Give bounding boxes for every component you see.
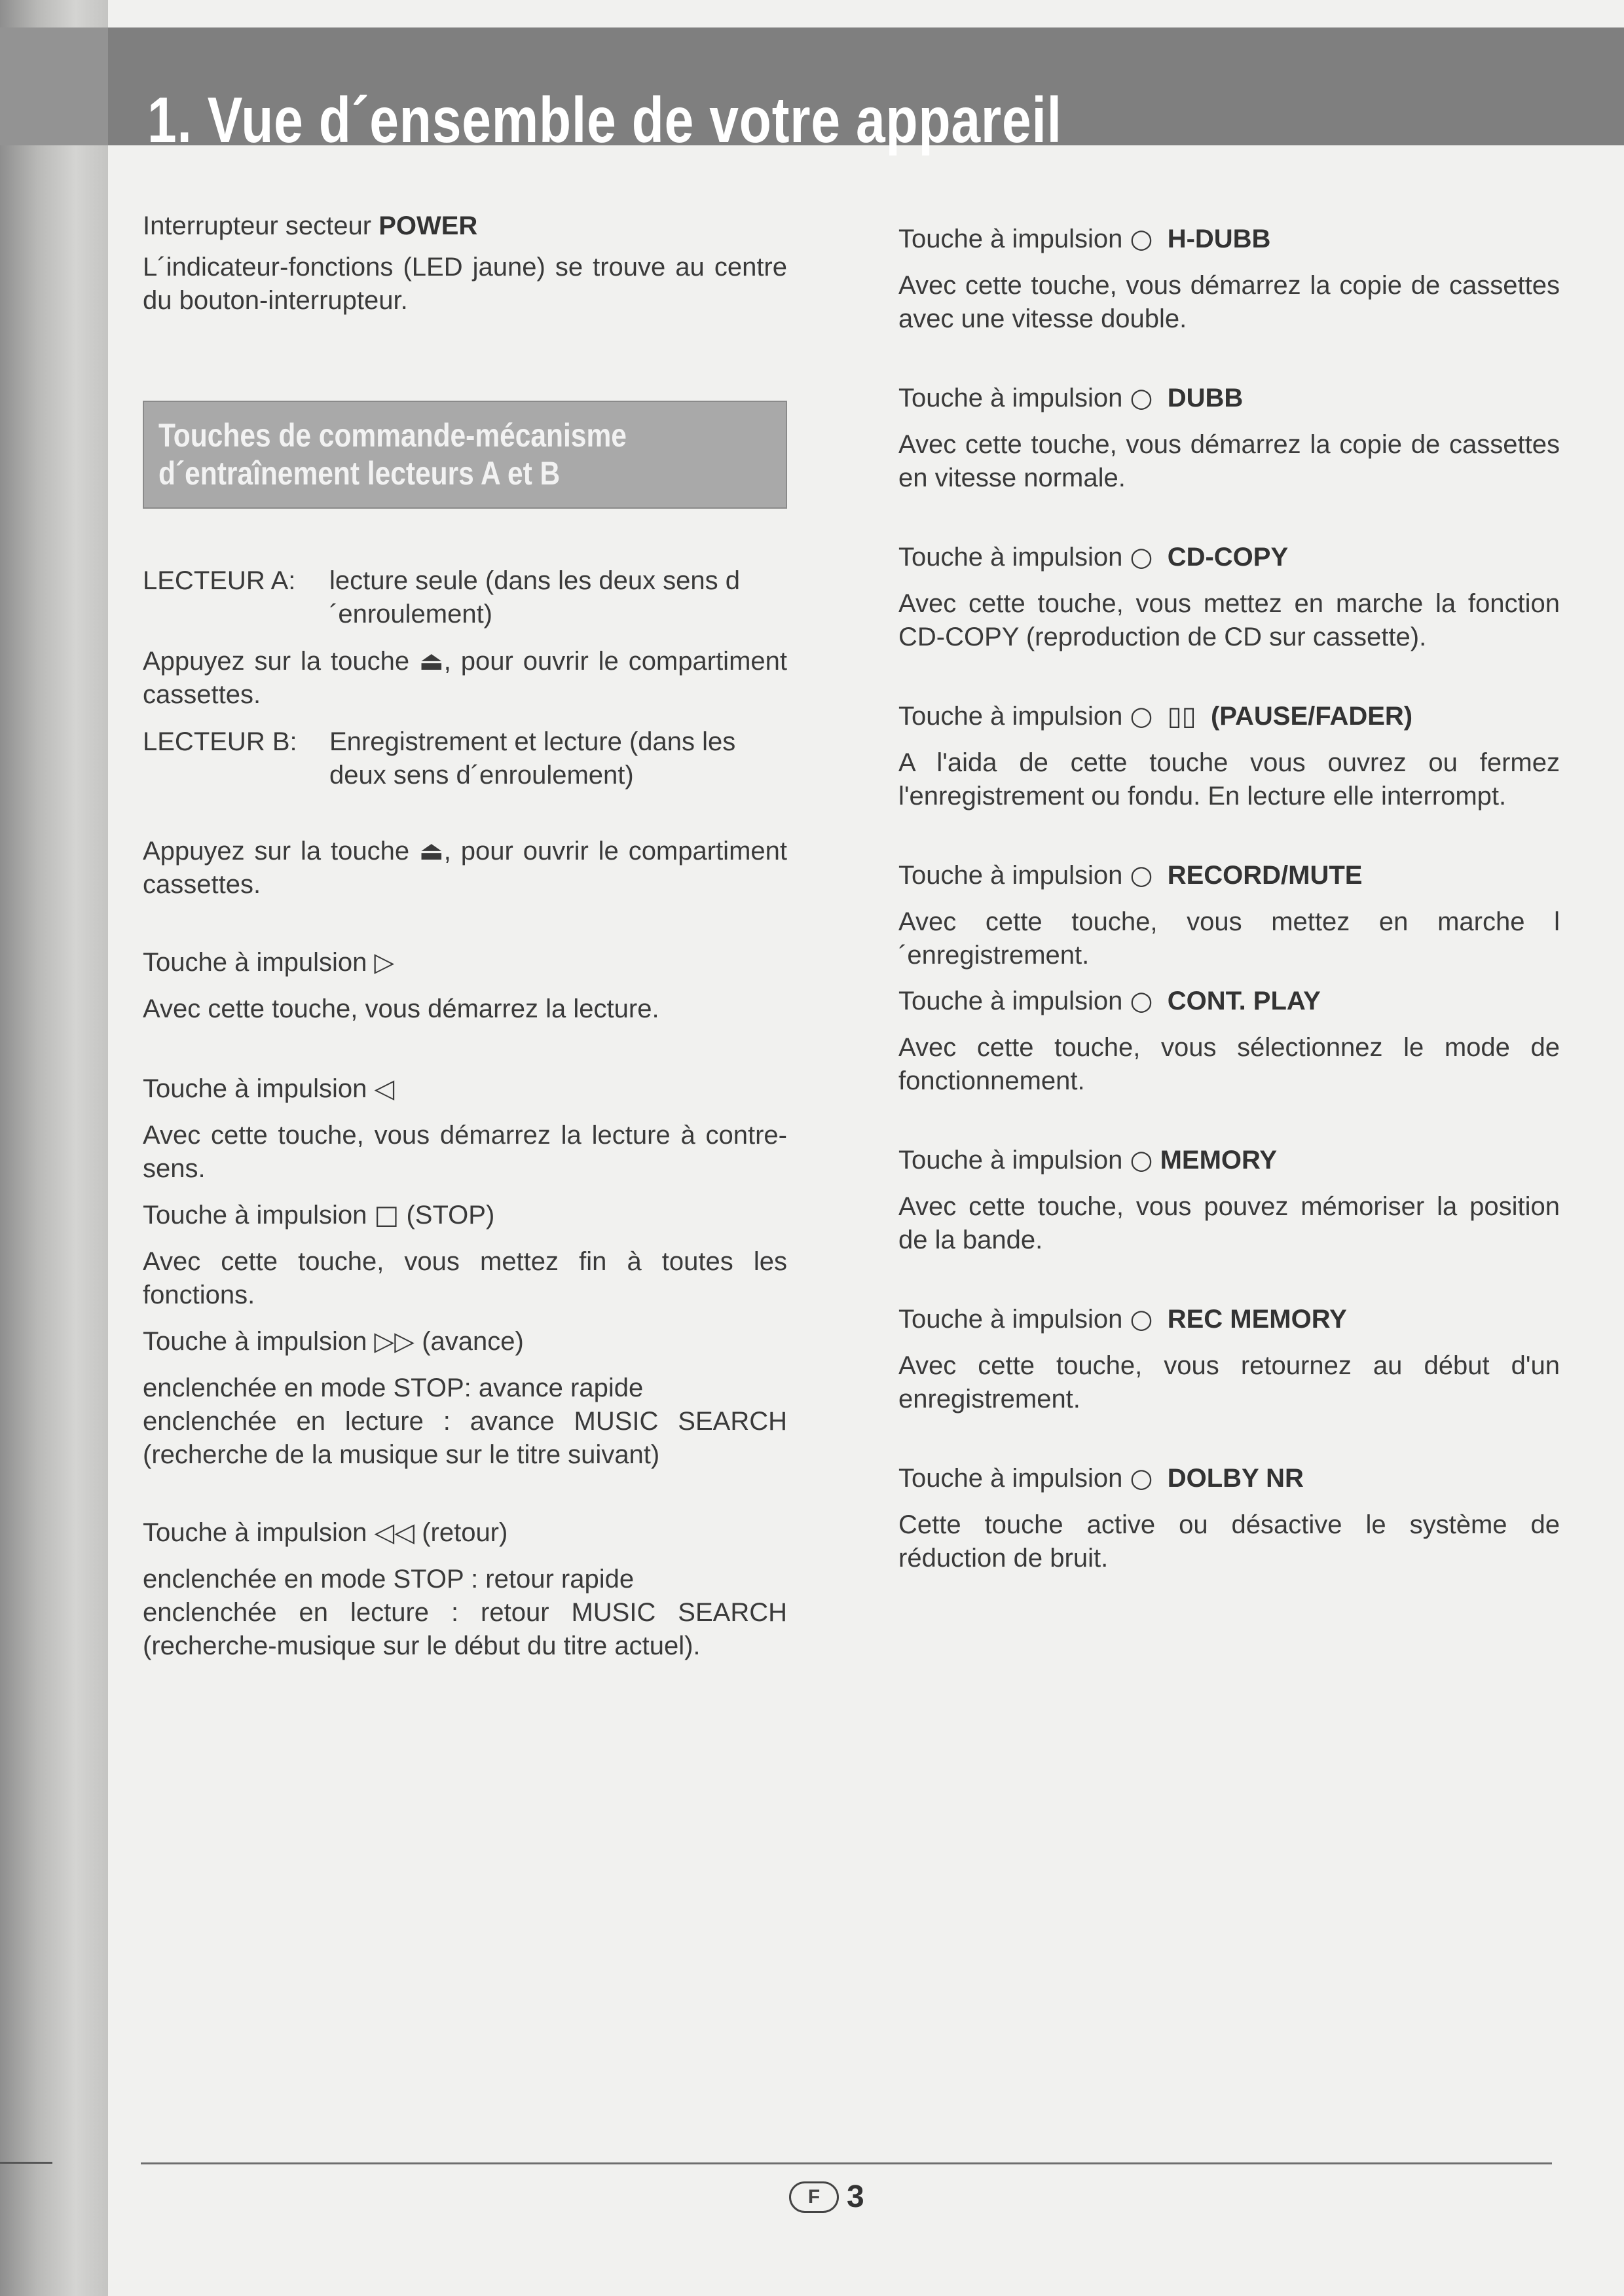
power-key: POWER — [378, 211, 478, 240]
rec-memory-key: REC MEMORY — [1167, 1305, 1347, 1334]
deck-a-text: lecture seule (dans les deux sens d´enroulement) — [329, 566, 741, 629]
title-bar — [108, 27, 1624, 156]
reverse-play-icon: ◁ — [374, 1074, 395, 1104]
circle-button-icon: ○ — [1130, 860, 1153, 890]
record-mute-key: RECORD/MUTE — [1167, 861, 1363, 890]
section-heading-line2: d´entraînement lecteurs A et B — [158, 455, 561, 492]
rewind-desc-2: enclenchée en lecture : retour MUSIC SEARCH (recherche-musique sur le début du titre actuel). — [143, 1598, 787, 1660]
dolby-nr-key: DOLBY NR — [1167, 1464, 1304, 1493]
dubb-item: Touche à impulsion ○ DUBB Avec cette touche, vous démarrez la copie de cassettes en vitesse normale. — [898, 382, 1560, 495]
h-dubb-desc: Avec cette touche, vous démarrez la copie de cassettes avec une vitesse double. — [898, 271, 1560, 333]
rec-memory-desc: Avec cette touche, vous retournez au début d'un enregistrement. — [898, 1351, 1560, 1413]
h-dubb-item: Touche à impulsion ○ H-DUBB Avec cette touche, vous démarrez la copie de cassettes avec une vitesse double. — [898, 223, 1560, 336]
record-mute-desc: Avec cette touche, vous mettez en marche l´enregistrement. — [898, 907, 1560, 970]
deck-b-text: Enregistrement et lecture (dans les deux sens d´enroulement) — [329, 727, 736, 790]
fast-forward-desc-1: enclenchée en mode STOP: avance rapide — [143, 1374, 644, 1402]
cont-play-desc: Avec cette touche, vous sélectionnez le mode de fonctionnement. — [898, 1033, 1560, 1095]
title-bar-left-stripe — [0, 27, 108, 145]
pause-fader-item: Touche à impulsion ○ ▯▯ (PAUSE/FADER) A l'aida de cette touche vous ouvrez ou fermez l'enregistrement ou fondu. En lecture elle interrompt. — [898, 700, 1560, 813]
circle-button-icon: ○ — [1130, 1463, 1153, 1493]
rewind-desc-1: enclenchée en mode STOP : retour rapide — [143, 1565, 635, 1594]
language-badge: F — [789, 2181, 839, 2213]
fast-forward-desc-2: enclenchée en lecture : avance MUSIC SEARCH (recherche de la musique sur le titre suivant) — [143, 1407, 787, 1469]
binding-rule — [0, 2162, 52, 2164]
pause-fader-desc: A l'aida de cette touche vous ouvrez ou fermez l'enregistrement ou fondu. En lecture elle interrompt. — [898, 748, 1560, 811]
section-heading-line1: Touches de commande-mécanisme — [158, 417, 627, 454]
memory-key: MEMORY — [1160, 1146, 1278, 1175]
cd-copy-item: Touche à impulsion ○ CD-COPY Avec cette touche, vous mettez en marche la fonction CD-COPY (reproduction de CD sur cassette). — [898, 541, 1560, 654]
deck-b-label: LECTEUR B: — [143, 727, 297, 756]
memory-item: Touche à impulsion ○ MEMORY Avec cette touche, vous pouvez mémoriser la position de la bande. — [898, 1144, 1560, 1257]
fast-forward-icon: ▷▷ — [374, 1326, 415, 1357]
stop-button-item: Touche à impulsion □ (STOP) Avec cette touche, vous mettez fin à toutes les fonctions. — [143, 1199, 787, 1312]
play-desc: Avec cette touche, vous démarrez la lecture. — [143, 994, 659, 1023]
deck-a-label: LECTEUR A: — [143, 566, 296, 595]
power-section — [143, 210, 787, 318]
power-heading: Interrupteur secteur POWER — [143, 211, 478, 240]
footer-rule — [141, 2162, 1552, 2164]
circle-button-icon: ○ — [1130, 1304, 1153, 1334]
reverse-play-button-item: Touche à impulsion ◁ Avec cette touche, vous démarrez la lecture à contre-sens. — [143, 1072, 787, 1186]
rewind-icon: ◁◁ — [374, 1518, 415, 1548]
circle-button-icon: ○ — [1130, 1145, 1153, 1175]
page-footer — [789, 2179, 864, 2218]
page-number: 3 — [847, 2179, 864, 2214]
binding-margin — [0, 0, 108, 2296]
circle-button-icon: ○ — [1130, 224, 1153, 254]
rewind-button-item: Touche à impulsion ◁◁ (retour) enclenchée en mode STOP : retour rapide enclenchée en lecture : retour MUSIC SEARCH (recherche-musique sur le début du titre actuel). — [143, 1516, 787, 1663]
section-heading-box — [143, 401, 787, 509]
stop-icon: □ — [374, 1200, 399, 1230]
circle-button-icon: ○ — [1130, 986, 1153, 1016]
play-icon: ▷ — [374, 947, 395, 977]
pause-icon: ▯▯ — [1167, 701, 1196, 731]
rec-memory-item: Touche à impulsion ○ REC MEMORY Avec cette touche, vous retournez au début d'un enregistrement. — [898, 1303, 1560, 1416]
circle-button-icon: ○ — [1130, 701, 1153, 731]
dolby-nr-item: Touche à impulsion ○ DOLBY NR Cette touche active ou désactive le système de réduction de bruit. — [898, 1462, 1560, 1575]
cd-copy-desc: Avec cette touche, vous mettez en marche la fonction CD-COPY (reproduction de CD sur cassette). — [898, 589, 1560, 651]
record-mute-item: Touche à impulsion ○ RECORD/MUTE Avec cette touche, vous mettez en marche l´enregistrement. — [898, 859, 1560, 972]
play-button-item: Touche à impulsion ▷ Avec cette touche, vous démarrez la lecture. — [143, 946, 787, 1026]
pause-fader-key: (PAUSE/FADER) — [1210, 702, 1413, 731]
dubb-desc: Avec cette touche, vous démarrez la copie de cassettes en vitesse normale. — [898, 430, 1560, 492]
reverse-play-desc: Avec cette touche, vous démarrez la lecture à contre-sens. — [143, 1121, 787, 1183]
stop-desc: Avec cette touche, vous mettez fin à toutes les fonctions. — [143, 1247, 787, 1309]
section-heading — [158, 416, 627, 492]
power-desc: L´indicateur-fonctions (LED jaune) se trouve au centre du bouton-interrupteur. — [143, 253, 787, 315]
deck-a-eject: Appuyez sur la touche ⏏, pour ouvrir le compartiment cassettes. — [143, 647, 787, 709]
circle-button-icon: ○ — [1130, 383, 1153, 413]
cont-play-item: Touche à impulsion ○ CONT. PLAY Avec cette touche, vous sélectionnez le mode de fonctionnement. — [898, 985, 1560, 1098]
h-dubb-key: H-DUBB — [1167, 225, 1271, 253]
cont-play-key: CONT. PLAY — [1167, 987, 1321, 1015]
circle-button-icon: ○ — [1130, 542, 1153, 572]
fast-forward-button-item: Touche à impulsion ▷▷ (avance) enclenchée en mode STOP: avance rapide enclenchée en lecture : avance MUSIC SEARCH (recherche de la musique sur le titre suivant) — [143, 1325, 787, 1472]
cd-copy-key: CD-COPY — [1167, 543, 1289, 572]
memory-desc: Avec cette touche, vous pouvez mémoriser la position de la bande. — [898, 1192, 1560, 1254]
dolby-nr-desc: Cette touche active ou désactive le système de réduction de bruit. — [898, 1510, 1560, 1573]
deck-b-eject: Appuyez sur la touche ⏏, pour ouvrir le compartiment cassettes. — [143, 837, 787, 899]
dubb-key: DUBB — [1167, 384, 1244, 412]
page-title: 1. Vue d´ensemble de votre appareil — [147, 84, 1062, 156]
